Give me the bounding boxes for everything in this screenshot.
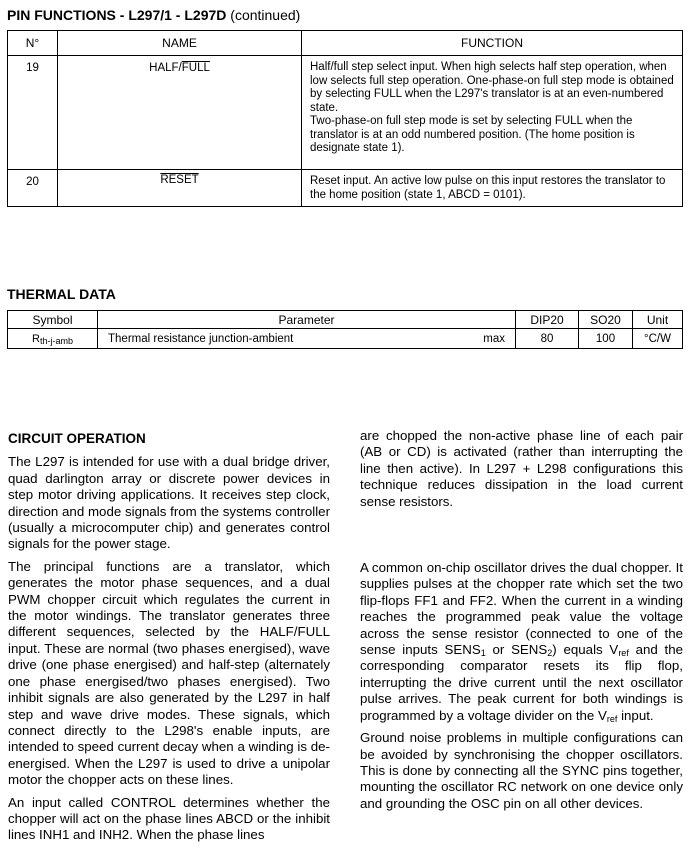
symbol-cell	[8, 329, 98, 349]
pin-function	[302, 56, 683, 170]
pin-function	[302, 170, 683, 207]
paragraph	[360, 560, 683, 724]
header-no: N°	[8, 31, 58, 56]
pin-name-text: HALF/	[149, 62, 182, 74]
text: or SENS	[485, 642, 548, 658]
subscript: ref	[606, 713, 618, 724]
text: and the corresponding comparator resets its flip flop, interrupting the drive current until the next oscillator pulse arrives. The peak current for both windings is programmed by a voltage divider on the V	[360, 642, 684, 723]
paragraph: An input called CONTROL determines whether the chopper will act on the phase lines ABCD or the inhibit lines INH1 and INH2. When the phase lines	[8, 794, 330, 843]
parameter-cell	[98, 329, 516, 349]
paragraph: are chopped the non-active phase line of each pair (AB or CD) is activated (rather than interrupting the line then active). In L297 + L298 configurations this technique reduces dissipation in the load current sense resistors.	[360, 428, 683, 509]
paragraph: The principal functions are a translator, which generates the motor phase sequences, and a dual PWM chopper circuit which regulates the current in the motor windings. The translator generates three different sequences, selected by the HALF/FULL input. These are normal (two phases energised), wave drive (one phase energised) and half-step (alternately one phase energised/two phases energised). Two inhibit signals are also generated by the L297 in half step and wave drive modes. These signals, which connect directly to the L298's enable inputs, are intended to speed current decay when a winding is de-energised. When the L297 is used to drive a unipolar motor the chopper acts on these lines.	[8, 558, 330, 788]
pin-functions-title	[7, 7, 300, 23]
so20-value: 100	[579, 329, 633, 349]
pin-name	[58, 170, 302, 207]
subscript: 2	[547, 648, 553, 659]
qualifier: max	[483, 332, 505, 345]
text: input.	[617, 707, 654, 723]
unit-value: °C/W	[633, 329, 683, 349]
function-text: Two-phase-on full step mode is set by selecting FULL when the translator is at an odd numbered position. (The home position is designate state 1).	[310, 115, 635, 154]
pin-name-overline: FULL	[181, 62, 210, 74]
pin-name	[58, 56, 302, 170]
thermal-data-title: THERMAL DATA	[7, 286, 116, 302]
thermal-data-table	[7, 310, 683, 349]
text: A common on-chip oscillator drives the dual chopper. It supplies pulses at the chopper rate which set the two flip-flops FF1 and FF2. When the current in a winding reaches the programmed peak value the voltage across the sense resistor (connected to one of the sense inputs SENS	[360, 560, 683, 658]
header-parameter: Parameter	[98, 311, 516, 329]
left-column	[8, 431, 330, 850]
header-name: NAME	[58, 31, 302, 56]
pin-name-overline: RESET	[160, 174, 199, 186]
pin-number: 20	[8, 170, 58, 207]
title-main: PIN FUNCTIONS - L297/1 - L297D	[7, 7, 227, 23]
paragraph: Ground noise problems in multiple configurations can be avoided by synchronising the chopper oscillators. This is done by connecting all the SYNC pins together, mounting the oscillator RC network on one device only and grounding the OSC pin on all other devices.	[360, 730, 683, 811]
symbol: R	[32, 332, 40, 345]
table-row	[8, 329, 683, 349]
pin-functions-table	[7, 30, 683, 207]
section-heading: CIRCUIT OPERATION	[8, 431, 146, 446]
table-row	[8, 56, 683, 170]
table-header-row	[8, 311, 683, 329]
table-row	[8, 170, 683, 207]
table-header-row	[8, 31, 683, 56]
parameter: Thermal resistance junction-ambient	[108, 332, 294, 345]
header-function: FUNCTION	[302, 31, 683, 56]
dip20-value: 80	[516, 329, 579, 349]
text: ) equals V	[552, 642, 619, 658]
title-suffix: (continued)	[230, 7, 301, 23]
symbol-subscript: th-j-amb	[39, 335, 73, 346]
function-text: Reset input. An active low pulse on this input restores the translator to the home position (state 1, ABCD = 0101).	[310, 175, 666, 201]
paragraph: The L297 is intended for use with a dual bridge driver, quad darlington array or discrete power devices in step motor driving applications. It receives step clock, direction and mode signals from the systems controller (usually a microcomputer chip) and generates control signals for the power stage.	[8, 454, 330, 552]
header-unit: Unit	[633, 311, 683, 329]
subscript: ref	[618, 648, 629, 659]
header-symbol: Symbol	[8, 311, 98, 329]
pin-number: 19	[8, 56, 58, 170]
header-dip20: DIP20	[516, 311, 579, 329]
subscript: 1	[480, 648, 486, 659]
right-column	[360, 428, 683, 818]
function-text: Half/full step select input. When high selects half step operation, when low selects full step operation. One-phase-on full step mode is obtained by selecting FULL when the L297's translator is at an even-numbered state.	[310, 61, 674, 114]
header-so20: SO20	[579, 311, 633, 329]
